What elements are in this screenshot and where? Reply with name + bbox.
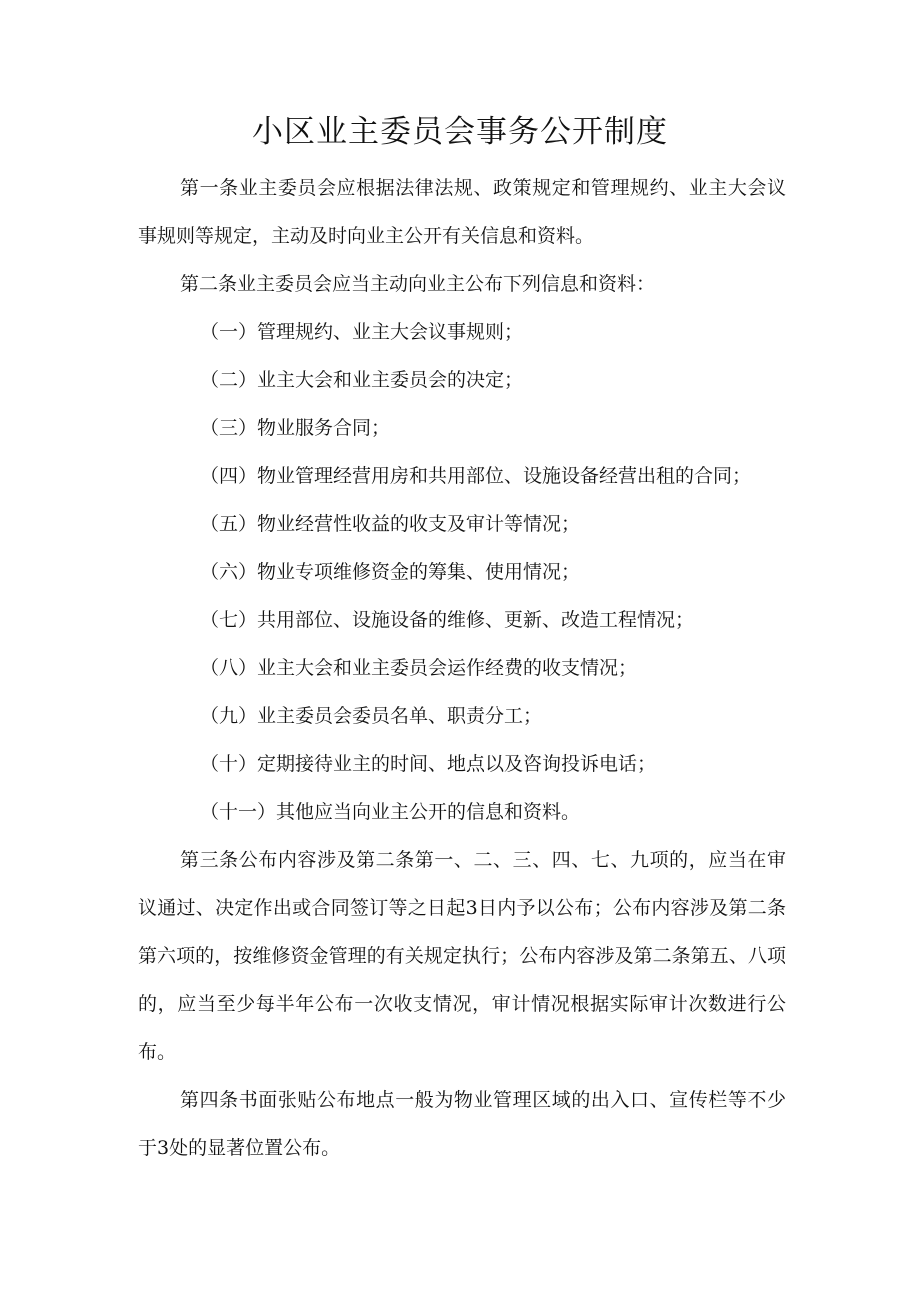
document-title: 小区业主委员会事务公开制度 [252, 114, 668, 150]
article-2-intro: 第二条业主委员会应当主动向业主公布下列信息和资料： [180, 273, 656, 295]
article-3: 第三条公布内容涉及第二条第一、二、三、四、七、九项的，应当在审议通过、决定作出或合同签订等之日起3日内予以公布；公布内容涉及第二条第六项的，按维修资金管理的有关规定执行；公布内容涉及第二条第五、八项的，应当至少每半年公布一次收支情况，审计情况根据实际审计次数进行公布。 [138, 849, 786, 1063]
article-4: 第四条书面张贴公布地点一般为物业管理区域的出入口、宣传栏等不少于3处的显著位置公布。 [138, 1089, 786, 1159]
article-2-item-9: （九）业主委员会委员名单、职责分工； [200, 705, 543, 727]
article-2-item-8: （八）业主大会和业主委员会运作经费的收支情况； [200, 657, 638, 679]
article-2-item-6: （六）物业专项维修资金的筹集、使用情况； [200, 561, 581, 583]
document-body [138, 164, 786, 1172]
article-2-item-1: （一）管理规约、业主大会议事规则； [200, 321, 524, 343]
article-2-item-5: （五）物业经营性收益的收支及审计等情况； [200, 513, 581, 535]
article-2-item-4: （四）物业管理经营用房和共用部位、设施设备经营出租的合同； [200, 465, 752, 487]
article-1: 第一条业主委员会应根据法律法规、政策规定和管理规约、业主大会议事规则等规定，主动及时向业主公开有关信息和资料。 [138, 177, 786, 247]
article-2-item-2: （二）业主大会和业主委员会的决定； [200, 369, 524, 391]
article-2-item-3: （三）物业服务合同； [200, 417, 391, 439]
article-2-item-7: （七）共用部位、设施设备的维修、更新、改造工程情况； [200, 609, 695, 631]
article-2-item-10: （十）定期接待业主的时间、地点以及咨询投诉电话； [200, 753, 657, 775]
article-2-item-11: （十一）其他应当向业主公开的信息和资料。 [200, 801, 581, 823]
